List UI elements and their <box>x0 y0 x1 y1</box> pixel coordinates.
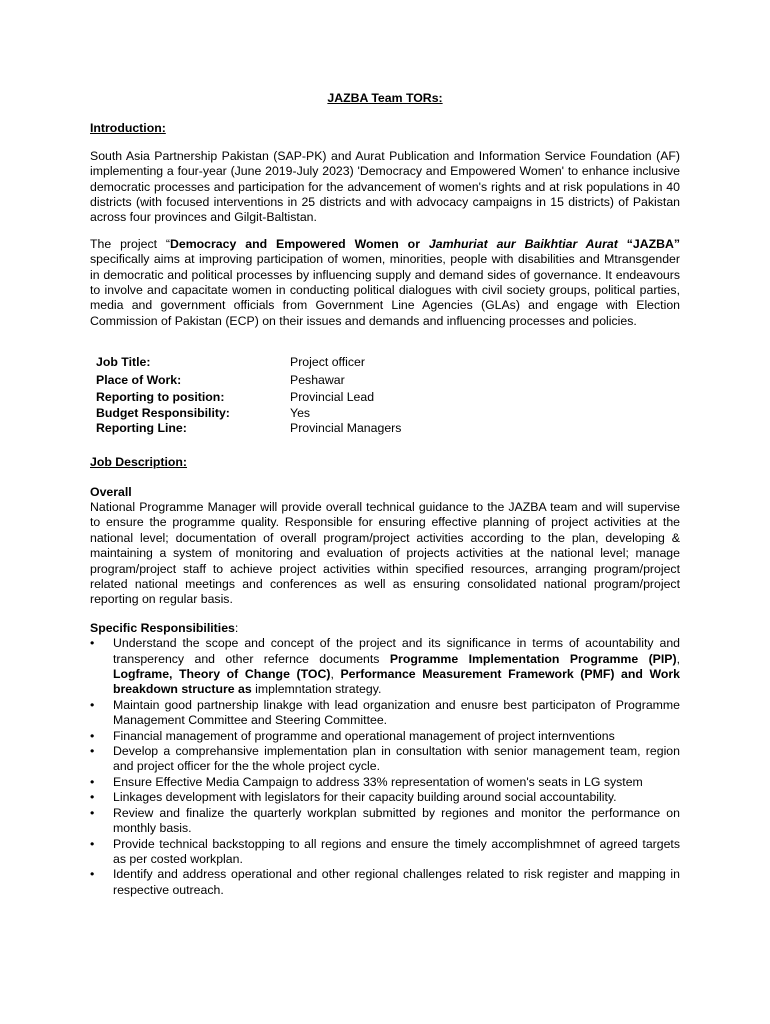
resp1-sep1: , <box>676 651 680 666</box>
reporting-line-label: Reporting Line: <box>96 421 187 436</box>
p2-project-name: Democracy and Empowered Women or <box>170 236 429 251</box>
introduction-paragraph-2 <box>90 237 680 329</box>
job-description-heading: Job Description: <box>90 455 188 470</box>
budget-responsibility-value: Yes <box>290 406 311 421</box>
bullet-icon: • <box>90 790 95 805</box>
list-item <box>90 698 680 729</box>
p2-pre: The project “ <box>90 236 171 251</box>
bullet-icon: • <box>90 867 95 882</box>
resp-text: Financial management of programme and operational management of project internventions <box>113 728 615 743</box>
job-info-row <box>96 406 401 420</box>
specific-heading-text: Specific Responsibilities <box>90 620 235 635</box>
list-item <box>90 790 680 805</box>
specific-heading-colon: : <box>234 620 239 635</box>
reporting-to-label: Reporting to position: <box>96 389 225 404</box>
place-of-work-value: Peshawar <box>290 372 345 387</box>
resp1-end: implemntation strategy. <box>251 682 382 697</box>
list-item <box>90 729 680 744</box>
job-info-row <box>96 372 401 389</box>
list-item <box>90 806 680 837</box>
job-title-label: Job Title: <box>96 355 151 370</box>
job-title-value: Project officer <box>290 355 365 370</box>
bullet-icon: • <box>90 728 95 743</box>
introduction-heading: Introduction: <box>90 121 166 136</box>
resp-text: Ensure Effective Media Campaign to address 33% representation of women's seats in LG system <box>113 774 643 789</box>
place-of-work-label: Place of Work: <box>96 372 182 387</box>
p2-jazba: “JAZBA” <box>617 236 680 251</box>
document-page <box>90 91 680 898</box>
introduction-paragraph-1: South Asia Partnership Pakistan (SAP-PK) and Aurat Publication and Information Service Foundation (AF) implementing a four-year (June 2019-July 2023) 'Democracy and Empowered Women' to enhance inclusive democratic processes and participation for the advancement of women's rights and at risk populations in 40 districts (with focused interventions in 25 districts and with advocacy campaigns in 15 districts) of Pakistan across four provinces and Gilgit-Baltistan. <box>90 148 680 225</box>
resp-text: Linkages development with legislators for their capacity building around social accountability. <box>113 790 617 805</box>
job-info-row <box>96 420 401 436</box>
resp1-pip: Programme Implementation Programme (PIP) <box>389 651 677 666</box>
job-info-row <box>96 354 401 371</box>
list-item <box>90 837 680 868</box>
list-item <box>90 636 680 698</box>
overall-heading: Overall <box>90 484 132 499</box>
resp1-pmf: Performance Measurement Framework (PMF) and Work breakdown structure as <box>113 667 680 697</box>
bullet-icon: • <box>90 697 95 712</box>
p2-rest: specifically aims at improving participation of women, minorities, people with disabilities and Mtransgender in democratic and political processes by influencing supply and demand sides of governance. It endeavours to involve and capacitate women in conducting political dialogues with civil society groups, political parties, media and government officials from Government Line Agencies (GLAs) and engage with Election Commission of Pakistan (ECP) on their issues and demands and influencing processes and policies. <box>90 252 680 328</box>
resp-text: Review and finalize the quarterly workplan submitted by regiones and monitor the performance on monthly basis. <box>113 805 680 836</box>
resp-text: Develop a comprehansive implementation plan in consultation with senior management team, region and project officer for the the whole project cycle. <box>113 744 680 774</box>
overall-text: National Programme Manager will provide overall technical guidance to the JAZBA team and will supervise to ensure the programme quality. Responsible for ensuring effective planning of project activities at the national level; documentation of overall program/project activities according to the plan, developing & maintaining a system of monitoring and evaluation of projects activities at the national level; manage program/project staff to achieve project activities within specified resources, arranging program/project related national meetings and conferences as well as ensuring consolidated national program/project reporting on regular basis. <box>90 499 680 607</box>
resp-text: Identify and address operational and other regional challenges related to risk register and mapping in respective outreach. <box>113 867 680 897</box>
document-title: JAZBA Team TORs: <box>327 91 443 105</box>
responsibilities-list <box>90 636 680 898</box>
resp1-text: Understand the scope and concept of the project and its significance in terms of acountability and transperency and other refernce documents <box>113 636 680 666</box>
resp1-sep2: , <box>330 667 341 682</box>
list-item <box>90 775 680 790</box>
list-item <box>90 744 680 775</box>
bullet-icon: • <box>90 636 95 651</box>
resp1-logframe: Logframe, Theory of Change (TOC) <box>113 667 331 682</box>
budget-responsibility-label: Budget Responsibility: <box>96 406 230 421</box>
reporting-line-value: Provincial Managers <box>290 421 402 436</box>
list-item <box>90 867 680 898</box>
job-info-row <box>96 389 401 406</box>
bullet-icon: • <box>90 805 95 820</box>
resp-text: Maintain good partnership linakge with lead organization and enusre best participaton of Programme Management Committee and Steering Committee. <box>113 697 680 728</box>
bullet-icon: • <box>90 836 95 851</box>
specific-responsibilities-heading <box>90 621 680 636</box>
job-info-table <box>96 354 401 436</box>
bullet-icon: • <box>90 774 95 789</box>
resp-text: Provide technical backstopping to all regions and ensure the timely accomplishmnet of agreed targets as per costed workplan. <box>113 836 680 866</box>
p2-project-name-urdu: Jamhuriat aur Baikhtiar Aurat <box>428 236 618 251</box>
reporting-to-value: Provincial Lead <box>290 389 375 404</box>
bullet-icon: • <box>90 744 95 759</box>
